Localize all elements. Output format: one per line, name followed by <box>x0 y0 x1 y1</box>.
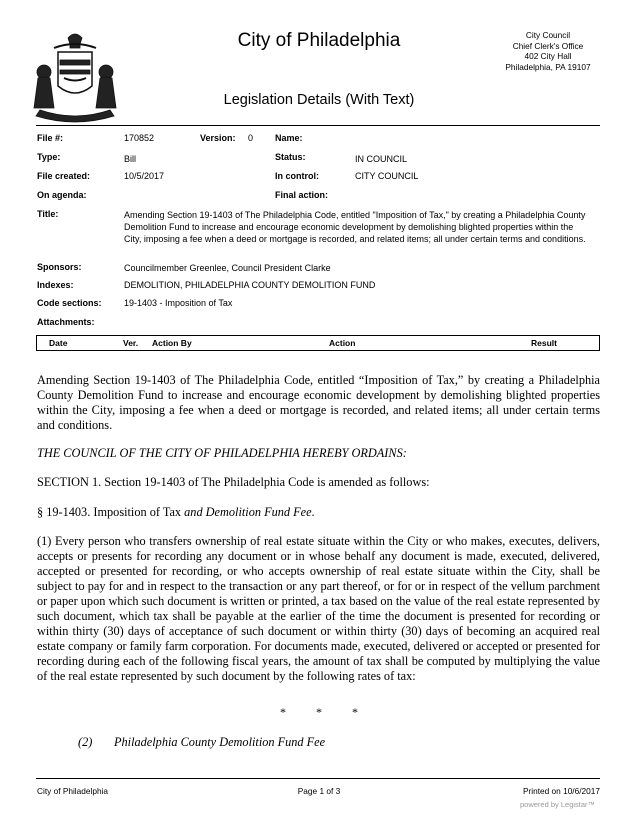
sponsors-value: Councilmember Greenlee, Council President Clarke <box>124 263 331 273</box>
file-no-value: 170852 <box>124 133 155 143</box>
powered-by: powered by Legistar™ <box>520 800 596 809</box>
version-value: 0 <box>248 133 254 143</box>
name-label: Name: <box>275 133 303 143</box>
attachments-label: Attachments: <box>37 317 95 327</box>
office-line: Chief Clerk's Office <box>512 40 584 51</box>
in-control-value: CITY COUNCIL <box>355 171 419 181</box>
section-heading-end: . <box>311 505 315 519</box>
section-heading-italic: and Demolition Fund Fee <box>184 505 312 519</box>
version-label: Version: <box>200 133 236 143</box>
file-created-value: 10/5/2017 <box>124 171 165 181</box>
file-no-label: File #: <box>37 133 64 143</box>
subsection-number: (2) <box>78 735 93 749</box>
footer-divider <box>36 778 600 779</box>
file-created-label: File created: <box>37 171 91 181</box>
col-action-by: Action By <box>152 338 192 348</box>
office-line: 402 City Hall <box>524 51 572 61</box>
col-ver: Ver. <box>123 338 139 348</box>
status-value: IN COUNCIL <box>355 154 408 164</box>
type-value: Bill <box>124 154 137 164</box>
sponsors-label: Sponsors: <box>37 262 82 272</box>
in-control-label: In control: <box>275 171 319 181</box>
code-sections-label: Code sections: <box>37 298 102 308</box>
page-subtitle: Legislation Details (With Text) <box>223 92 415 108</box>
col-date: Date <box>49 338 68 348</box>
section-heading <box>37 505 600 520</box>
paragraph-1: (1) Every person who transfers ownership of real estate situate within the City or who makes, executes, delivers, accepts or presents for recording any document or in whose behalf any document is made, executed, delivered, accepted or presented for recording, or who accepts ownership of real estate situate within the City, shall be subject to pay for and in respect to the transaction or any part thereof, or for or in respect of the vellum parchment or paper upon which such document is written or printed, a tax based on the value of the real estate represented by such document, which tax shall be payable at the earlier of the time the document is presented for recording or within thirty (30) days of acceptance of such document or within thirty (30) days of becoming an acquired real estate company or family farm corporation. For documents made, executed, delivered or accepted or presented for recording during each of the following fiscal years, the amount of tax shall be computed by multiplying the value of the real estate represented by such document by the following rates of tax: <box>37 534 600 683</box>
office-line: Philadelphia, PA 19107 <box>505 61 591 72</box>
office-address <box>498 30 598 72</box>
title-value: Amending Section 19-1403 of The Philadelphia Code, entitled "Imposition of Tax," by creating a Philadelphia County Demolition Fund to increase and encourage economic development by demolishing blighted properties within the City, imposing a fee when a deed or mortgage is recorded, and related items; all under certain terms and conditions. <box>124 210 586 244</box>
footer-left: City of Philadelphia <box>37 786 109 796</box>
footer-page-number: Page 1 of 3 <box>297 786 341 796</box>
status-label: Status: <box>275 152 306 162</box>
footer-printed-date: Printed on 10/6/2017 <box>522 786 600 796</box>
asterisks-separator: * * * <box>280 705 358 719</box>
divider <box>36 125 600 126</box>
indexes-label: Indexes: <box>37 280 74 290</box>
title-label: Title: <box>37 209 59 219</box>
section-1-text: SECTION 1. Section 19-1403 of The Philadelphia Code is amended as follows: <box>37 475 430 489</box>
history-table-header <box>36 335 600 351</box>
col-result: Result <box>531 338 557 348</box>
ordains-statement: THE COUNCIL OF THE CITY OF PHILADELPHIA HEREBY ORDAINS: <box>37 446 407 460</box>
type-label: Type: <box>37 152 61 162</box>
section-heading-plain: § 19-1403. Imposition of Tax <box>37 505 185 519</box>
office-line: City Council <box>525 30 571 40</box>
city-title: City of Philadelphia <box>237 30 401 51</box>
code-sections-value: 19-1403 - Imposition of Tax <box>124 298 233 308</box>
col-action: Action <box>329 338 356 348</box>
bill-summary: Amending Section 19-1403 of The Philadelphia Code, entitled “Imposition of Tax,” by creating a Philadelphia County Demolition Fund to increase and encourage economic development by demolishing blighted properties within the City, imposing a fee when a deed or mortgage is recorded, and related items; all under certain terms and conditions. <box>37 373 600 432</box>
indexes-value: DEMOLITION, PHILADELPHIA COUNTY DEMOLITION FUND <box>124 280 376 290</box>
subsection-title: Philadelphia County Demolition Fund Fee <box>114 735 326 749</box>
final-action-label: Final action: <box>275 190 329 200</box>
on-agenda-label: On agenda: <box>37 190 87 200</box>
